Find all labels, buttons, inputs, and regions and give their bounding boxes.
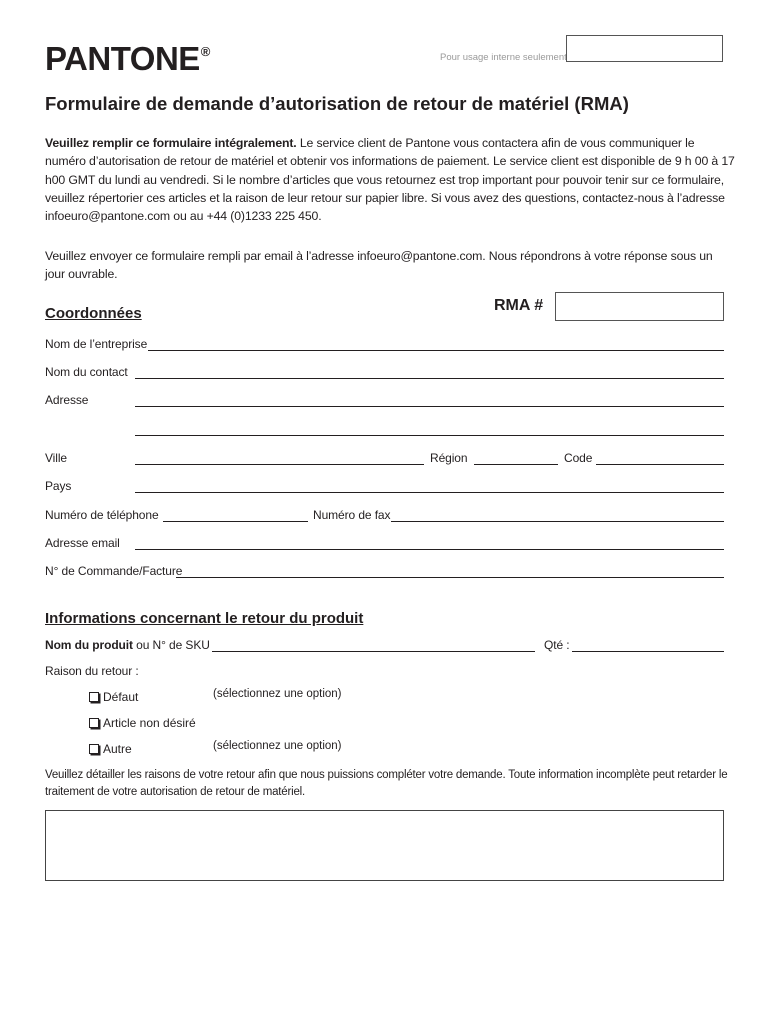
logo-text: PANTONE [45, 40, 200, 77]
phone-label: Numéro de téléphone [45, 508, 159, 522]
send-instructions: Veuillez envoyer ce formulaire rempli par email à l’adresse infoeuro@pantone.com. Nous répondrons à votre réponse sous un jour ouvrable. [45, 249, 713, 282]
checkbox-other[interactable] [89, 744, 99, 754]
other-select[interactable]: (sélectionnez une option) [213, 740, 342, 752]
company-field[interactable] [148, 350, 724, 351]
intro-paragraph [45, 134, 735, 225]
quantity-field[interactable] [572, 651, 724, 652]
fax-field[interactable] [391, 521, 724, 522]
option-defect[interactable] [89, 690, 138, 704]
checkbox-unwanted[interactable] [89, 718, 99, 728]
option-defect-label: Défaut [103, 690, 139, 704]
internal-use-field[interactable] [566, 35, 723, 62]
country-field[interactable] [135, 492, 724, 493]
region-field[interactable] [474, 464, 558, 465]
address-field-1[interactable] [135, 406, 724, 407]
option-unwanted[interactable] [89, 716, 196, 730]
region-label: Région [430, 451, 468, 465]
quantity-label: Qté : [544, 638, 570, 652]
order-field[interactable] [176, 577, 724, 578]
reason-label: Raison du retour : [45, 664, 139, 678]
defect-select[interactable]: (sélectionnez une option) [213, 688, 342, 700]
internal-use-label: Pour usage interne seulement [440, 52, 567, 63]
address-label: Adresse [45, 393, 89, 407]
product-name-bold: Nom du produit [45, 638, 133, 652]
product-name-field[interactable] [212, 651, 535, 652]
rma-number-field[interactable] [555, 292, 724, 321]
details-textarea[interactable] [45, 810, 724, 881]
registered-mark: ® [200, 44, 210, 59]
product-name-rest: ou N° de SKU [132, 638, 210, 652]
contact-name-label: Nom du contact [45, 365, 128, 379]
intro-text: Le service client de Pantone vous contactera afin de vous communiquer le numéro d’autorisation de retour de matériel et obtenir vos informations de paiement. Le service client est disponible de 9 h 00 à 17 h00 GMT du lundi au vendredi. Si le nombre d’articles que vous retournez est trop important pour pouvoir tenir sur ce formulaire, veuillez répertorier ces articles et la raison de leur retour sur papier libre. Si vous avez des questions, contactez-nous à l’adresse infoeuro@pantone.com ou au +44 (0)1233 225 450. [45, 136, 735, 224]
city-label: Ville [45, 451, 67, 465]
pantone-logo [45, 42, 210, 75]
order-label: N° de Commande/Facture [45, 564, 183, 578]
detail-note: Veuillez détailler les raisons de votre retour afin que nous puissions compléter votre demande. Toute information incomplète peut retarder le traitement de votre autorisation de retour de matériel. [45, 769, 728, 798]
company-label: Nom de l’entreprise [45, 337, 148, 351]
product-heading: Informations concernant le retour du produit [45, 610, 364, 627]
form-title: Formulaire de demande d’autorisation de retour de matériel (RMA) [45, 93, 629, 114]
phone-field[interactable] [163, 521, 308, 522]
address-field-2[interactable] [135, 435, 724, 436]
checkbox-defect[interactable] [89, 692, 99, 702]
email-label: Adresse email [45, 536, 120, 550]
code-field[interactable] [596, 464, 724, 465]
contact-name-field[interactable] [135, 378, 724, 379]
contact-heading: Coordonnées [45, 305, 142, 322]
email-field[interactable] [135, 549, 724, 550]
code-label: Code [564, 451, 593, 465]
city-field[interactable] [135, 464, 424, 465]
option-other[interactable] [89, 742, 132, 756]
option-unwanted-label: Article non désiré [103, 716, 196, 730]
rma-label: RMA # [494, 297, 544, 314]
intro-bold: Veuillez remplir ce formulaire intégralement. [45, 136, 297, 150]
option-other-label: Autre [103, 742, 132, 756]
country-label: Pays [45, 479, 72, 493]
product-name-label [45, 638, 210, 652]
fax-label: Numéro de fax [313, 508, 391, 522]
